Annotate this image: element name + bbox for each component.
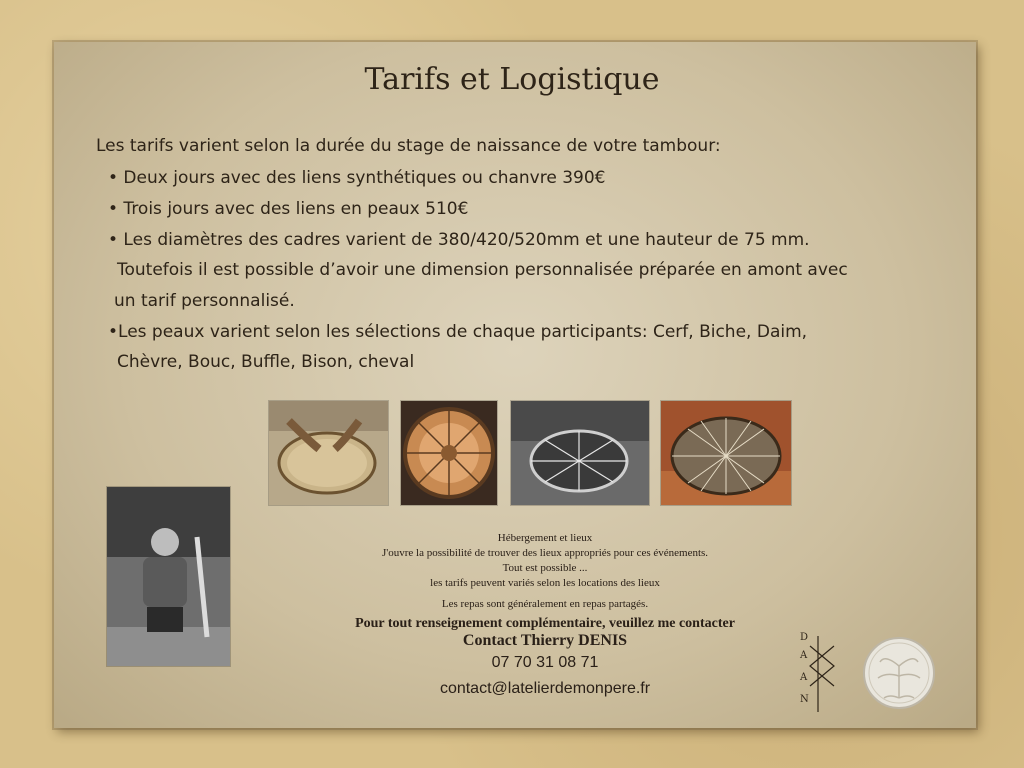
contact-info: Pour tout renseignement complémentaire, veuillez me contacter xyxy=(355,616,735,631)
logistics-line-1: J'ouvre la possibilité de trouver des lieux appropriés pour ces événements. xyxy=(381,547,709,559)
contact-name: Contact Thierry DENIS xyxy=(462,632,628,649)
bullet-3-cont-2: un tarif personnalisé. xyxy=(114,291,295,311)
logo-letter: D xyxy=(800,632,809,643)
bullet-1: • Deux jours avec des liens synthétiques ou chanvre 390€ xyxy=(108,168,606,188)
bullet-2: • Trois jours avec des liens en peaux 510€ xyxy=(108,199,469,219)
contact-block xyxy=(300,616,790,698)
logistics-heading: Hébergement et lieux xyxy=(497,532,593,544)
bullet-3-cont-1: Toutefois il est possible d’avoir une dimension personnalisée préparée en amont avec xyxy=(117,260,848,280)
drum-photo-2 xyxy=(400,400,498,506)
daan-logo xyxy=(796,632,842,716)
logo-letter: N xyxy=(800,694,809,705)
page-title: Tarifs et Logistique xyxy=(364,62,660,97)
logo-letter: A xyxy=(800,672,808,683)
logistics-block xyxy=(300,531,790,612)
tree-of-life-icon xyxy=(860,636,938,710)
rune-icon xyxy=(796,632,842,716)
bullet-3: • Les diamètres des cadres varient de 380/420/520mm et une hauteur de 75 mm. xyxy=(108,230,810,250)
intro-text: Les tarifs varient selon la durée du stage de naissance de votre tambour: xyxy=(96,136,721,156)
logistics-line-2: Tout est possible ... xyxy=(502,562,588,574)
drum-photo-3 xyxy=(510,400,650,506)
bullet-4-cont: Chèvre, Bouc, Buffle, Bison, cheval xyxy=(117,352,415,372)
logistics-line-4: Les repas sont généralement en repas partagés. xyxy=(441,598,649,610)
logistics-line-3: les tarifs peuvent variés selon les locations des lieux xyxy=(430,577,660,589)
contact-phone[interactable]: 07 70 31 08 71 xyxy=(491,654,599,671)
bullet-4: •Les peaux varient selon les sélections de chaque participants: Cerf, Biche, Daim, xyxy=(108,322,808,342)
drum-photo-1 xyxy=(268,400,389,506)
logo-letter: A xyxy=(800,650,808,661)
drum-photo-4 xyxy=(660,400,792,506)
portrait-photo xyxy=(106,486,231,667)
contact-email[interactable]: contact@latelierdemonpere.fr xyxy=(439,680,651,697)
